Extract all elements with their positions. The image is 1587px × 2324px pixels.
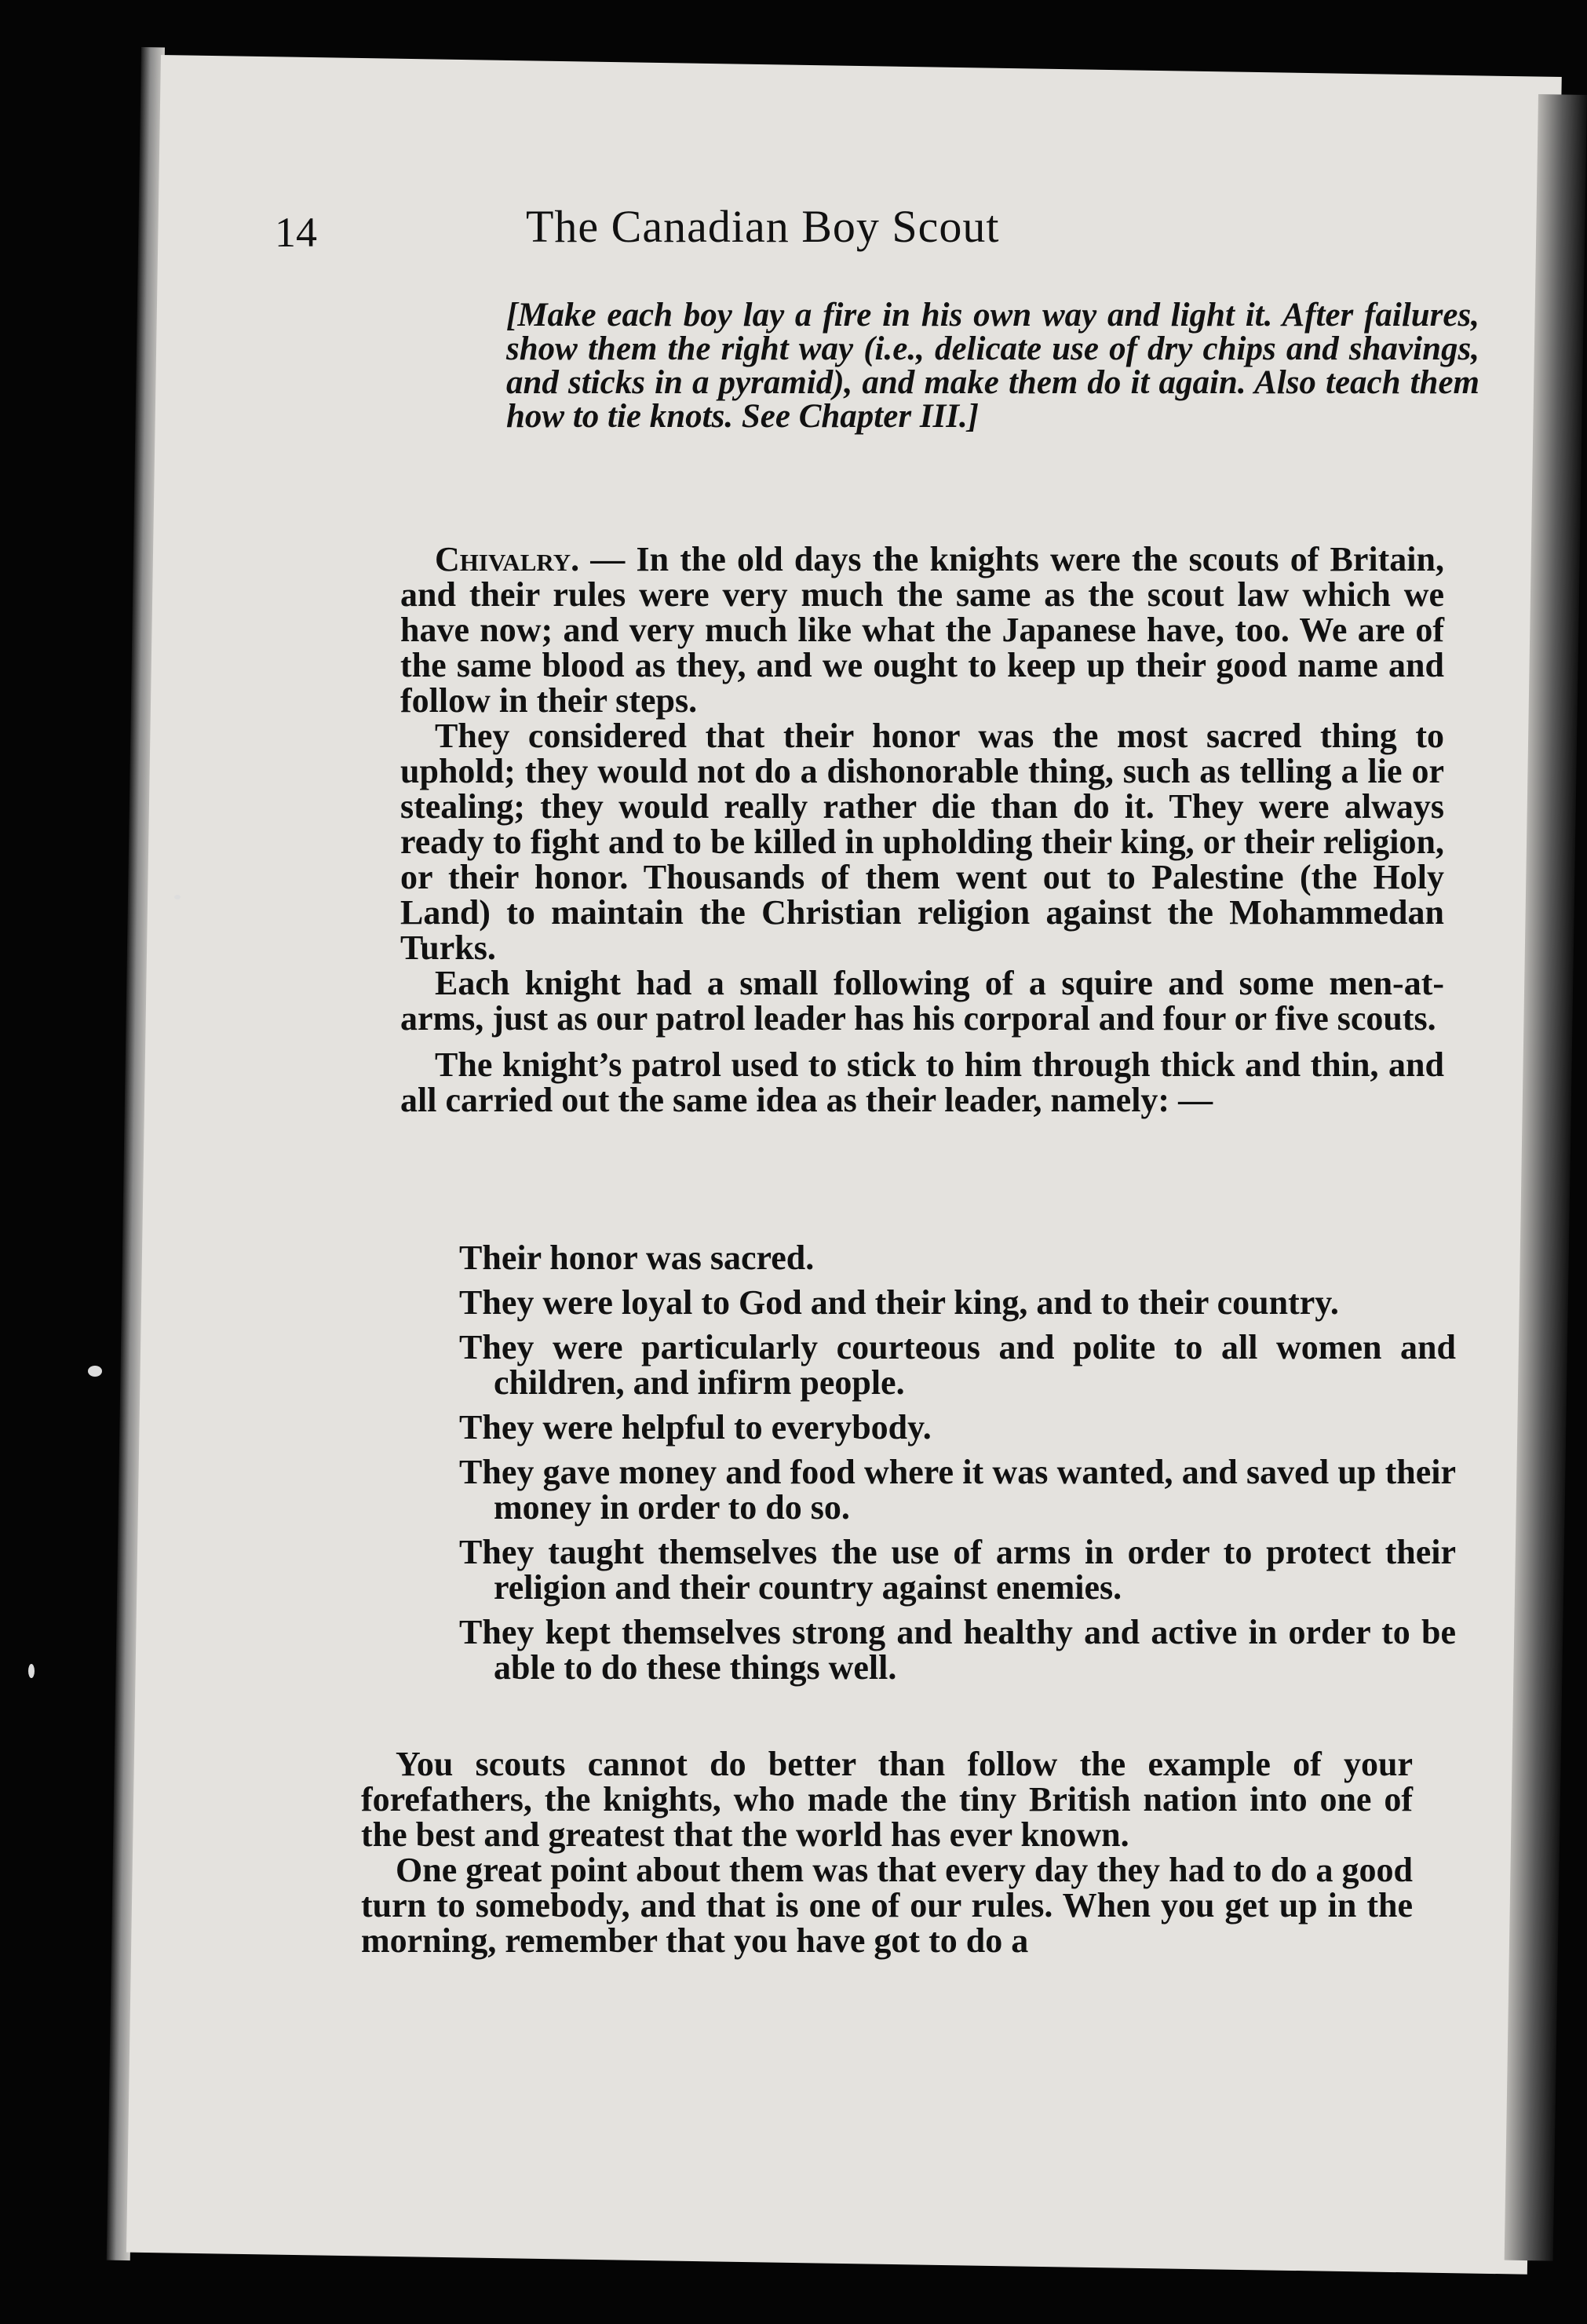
closing-paragraph-2: One great point about them was that every day they had to do a good turn to somebody, and that is one of our rules. When you get up in the morning, remember that you have got to do a [361, 1851, 1413, 1960]
page-header [275, 200, 1358, 271]
chivalry-paragraph-4: The knight’s patrol used to stick to him through thick and thin, and all carried out the same idea as their leader, namely: — [400, 1045, 1444, 1119]
page-number: 14 [275, 209, 317, 256]
chivalry-paragraph-1 [400, 542, 1444, 718]
ideal-item: They taught themselves the use of arms in order to protect their religion and their country against enemies. [459, 1533, 1456, 1607]
knight-ideals-list [459, 1240, 1456, 1695]
scan-speck [174, 895, 181, 899]
chivalry-paragraph-1-text: — In the old days the knights were the scouts of Britain, and their rules were very much the same as the scout law which we have now; and very much like what the Japanese have, too. We are of the same blood as they, and we ought to keep up their good name and follow in their steps. [400, 540, 1444, 720]
chivalry-heading: Chivalry. [435, 540, 580, 578]
ideal-item: Their honor was sacred. [459, 1239, 815, 1277]
ideal-item: They kept themselves strong and healthy and active in order to be able to do these things well. [459, 1613, 1456, 1687]
ideal-item: They were loyal to God and their king, and to their country. [459, 1283, 1339, 1322]
ideal-item: They were particularly courteous and polite to all women and children, and infirm people. [459, 1328, 1456, 1402]
ideal-item: They were helpful to everybody. [459, 1408, 932, 1447]
chivalry-paragraph-2: They considered that their honor was the most sacred thing to uphold; they would not do a dishonorable thing, such as telling a lie or stealing; they would really rather die than do it. They were always ready to fight and to be killed in upholding their king, or their religion, or their honor. Thousands of them went out to Palestine (the Holy Land) to maintain the Christian religion against the Mohammedan Turks. [400, 717, 1444, 967]
chivalry-paragraph-3: Each knight had a small following of a squire and some men-at-arms, just as our patrol leader has his corporal and four or five scouts. [400, 964, 1444, 1038]
closing-paragraph-1: You scouts cannot do better than follow the example of your forefathers, the knights, who made the tiny British nation into one of the best and greatest that the world has ever known. [361, 1745, 1413, 1854]
scan-speck [28, 1664, 35, 1678]
closing-section [361, 1746, 1413, 1958]
chivalry-section [400, 542, 1444, 1118]
instructor-note: [Make each boy lay a fire in his own way and light it. After failures, show them the right way (i.e., delicate use of dry chips and shavings, and sticks in a pyramid), and make them do it again. Also teach them how to tie knots. See Chapter III.] [506, 297, 1479, 435]
running-title: The Canadian Boy Scout [526, 201, 1000, 252]
scan-speck [88, 1366, 102, 1377]
ideal-item: They gave money and food where it was wanted, and saved up their money in order to do so. [459, 1453, 1456, 1527]
